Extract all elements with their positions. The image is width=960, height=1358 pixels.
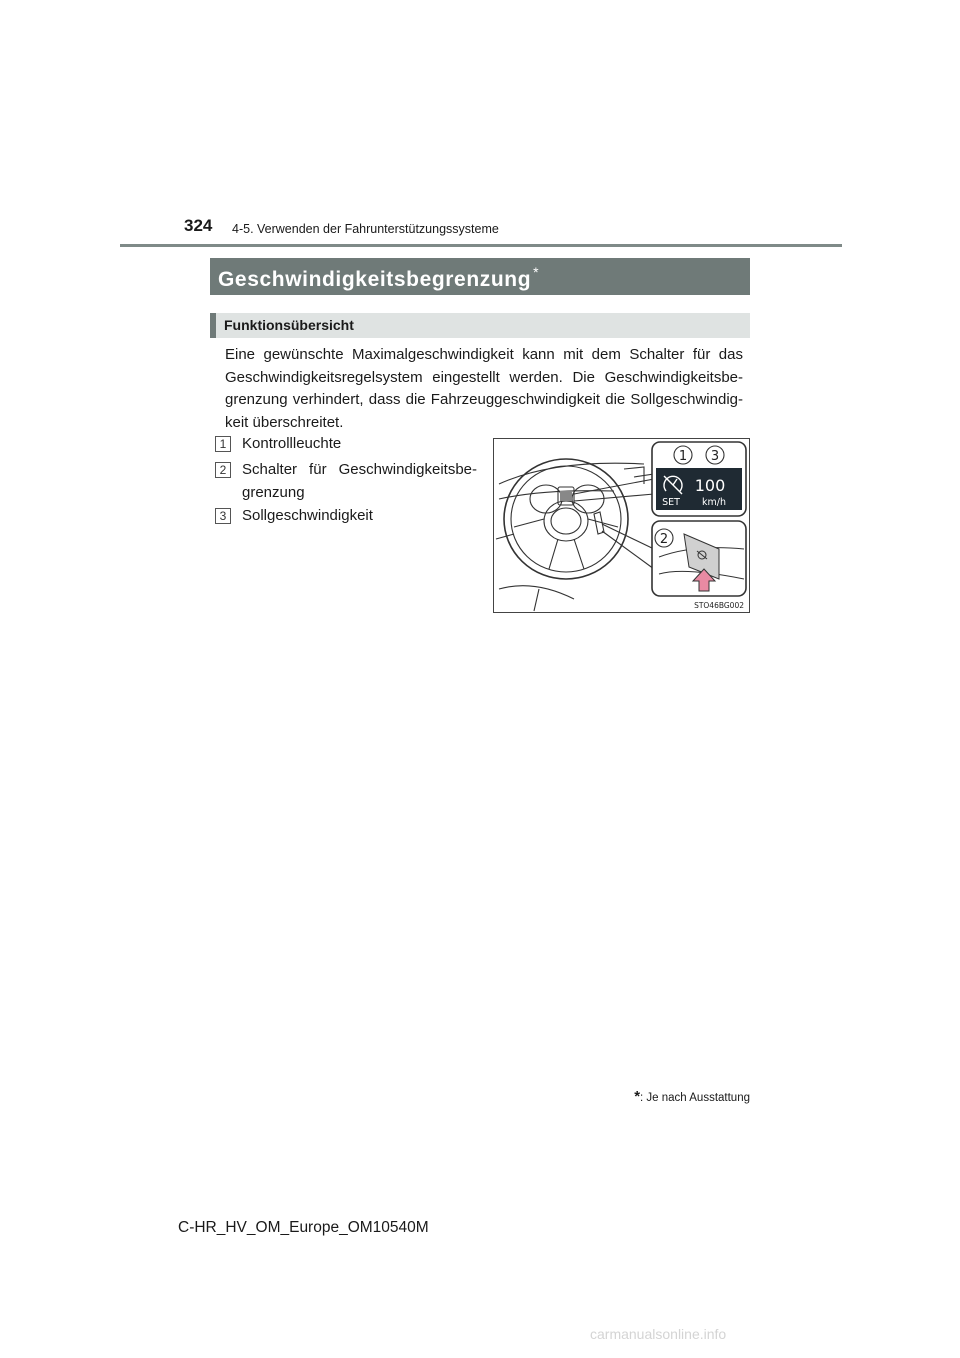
callout-number: 3	[215, 508, 231, 524]
callout-number: 2	[215, 462, 231, 478]
page-title	[218, 264, 539, 292]
illustration-callout-3: 3	[710, 449, 720, 464]
document-id: C-HR_HV_OM_Europe_OM10540M	[178, 1219, 429, 1236]
title-asterisk: *	[533, 264, 540, 280]
title-bar	[210, 258, 750, 295]
subsection-accent	[210, 313, 216, 338]
watermark: carmanualsonline.info	[590, 1326, 727, 1342]
footnote-text: : Je nach Ausstattung	[640, 1092, 750, 1104]
figure-code: STO46BG002	[694, 601, 744, 610]
callout-text: Sollgeschwindigkeit	[242, 507, 373, 524]
illustration-svg	[494, 439, 749, 612]
illustration-callout-1: 1	[678, 449, 688, 464]
page-number: 324	[184, 216, 213, 235]
intro-paragraph: Eine gewünschte Maximalgeschwindigkeit kann mit dem Schalter für das Geschwindigkeitsregelsystem eingestellt werden. Die Geschwindigkeitsbe-grenzung verhindert, dass die Fahrzeuggeschwindigkeit die Sollgeschwindig-keit überschreitet.	[225, 346, 743, 431]
set-speed-value: 100	[694, 476, 726, 495]
callout-text: Schalter für Geschwindigkeitsbe-grenzung	[242, 461, 477, 501]
callout-text: Kontrollleuchte	[242, 435, 342, 452]
steering-wheel-illustration	[493, 438, 750, 613]
subsection-title: Funktionsübersicht	[224, 317, 354, 333]
illustration-callout-2: 2	[659, 532, 669, 547]
page-title-text: Geschwindigkeitsbegrenzung	[218, 268, 532, 291]
set-label: SET	[662, 497, 680, 508]
subsection-bar	[210, 313, 750, 338]
unit-label: km/h	[702, 497, 726, 508]
footnote	[612, 1088, 750, 1105]
header-rule	[120, 244, 842, 247]
section-header: 4-5. Verwenden der Fahrunterstützungssysteme	[232, 222, 499, 236]
callout-number: 1	[215, 436, 231, 452]
footnote-asterisk: *	[634, 1088, 641, 1105]
